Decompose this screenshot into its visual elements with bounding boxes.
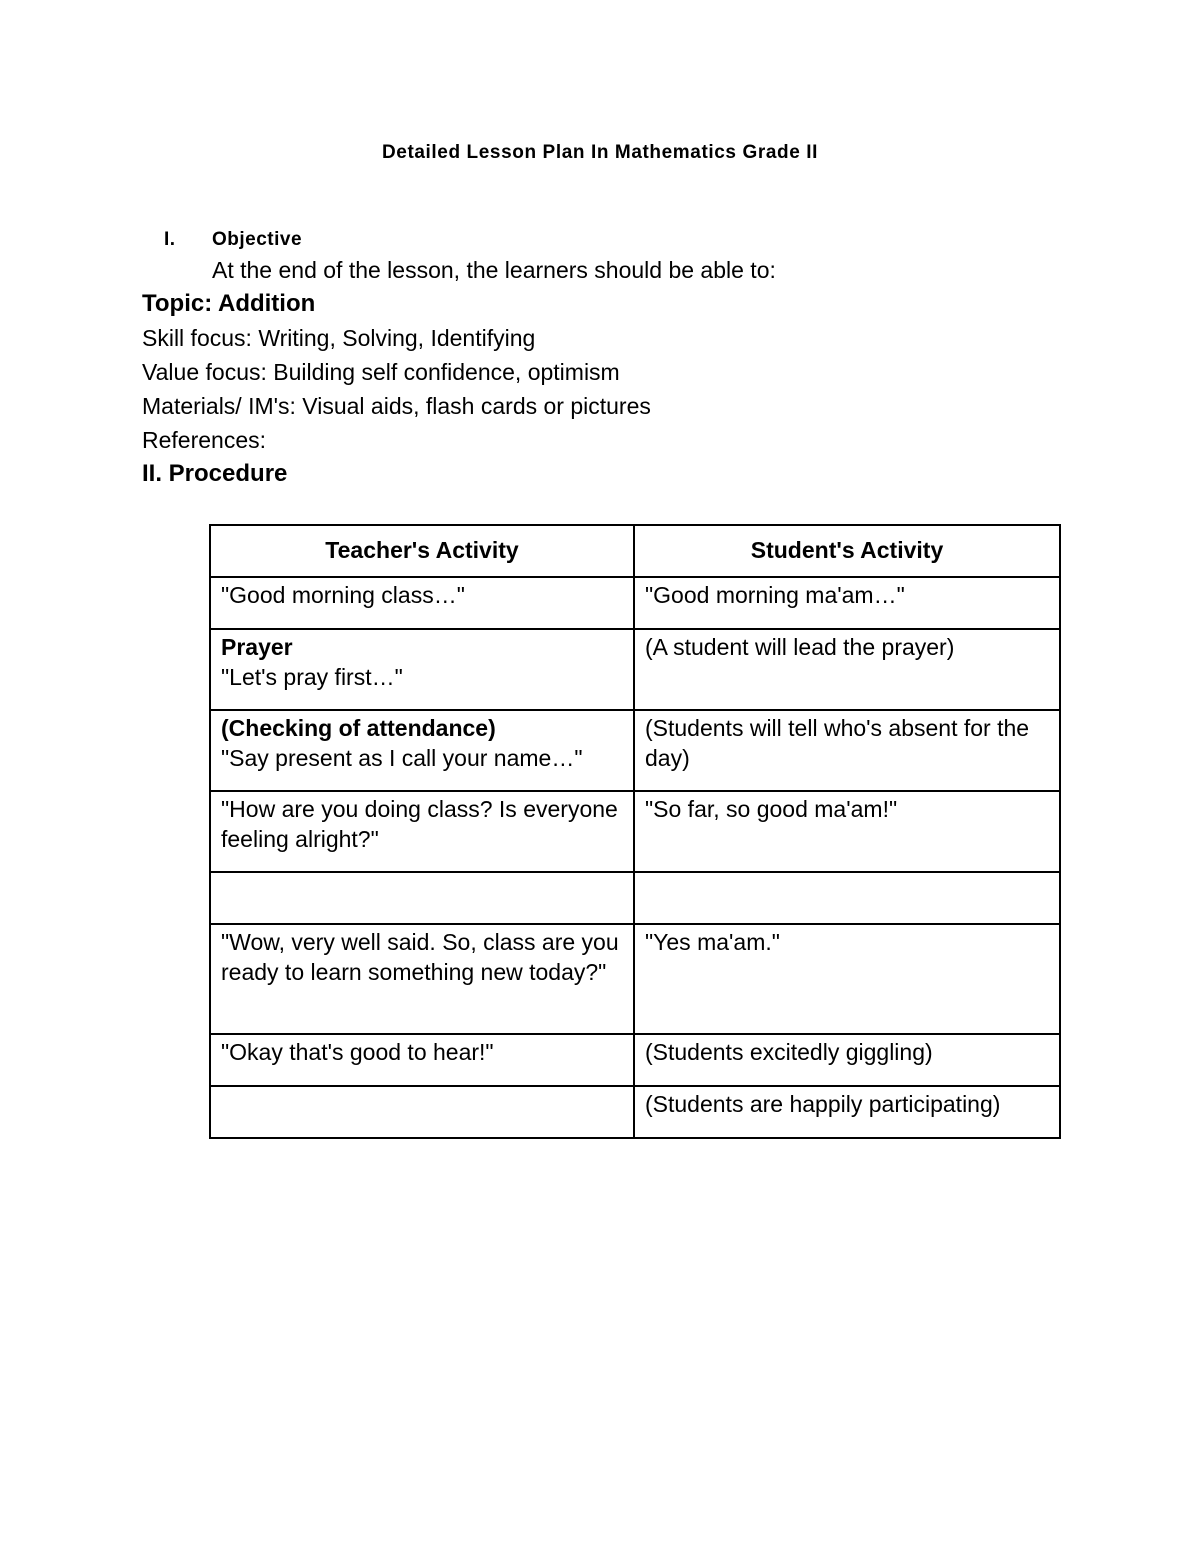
table-header-row: [210, 525, 1060, 577]
student-text: (Students excitedly giggling): [645, 1039, 933, 1065]
procedure-heading: II. Procedure: [142, 460, 288, 487]
student-cell: [634, 1086, 1060, 1138]
student-cell: [634, 872, 1060, 924]
table-row: [210, 577, 1060, 629]
student-cell: [634, 710, 1060, 791]
teacher-text: "Good morning class…": [221, 582, 465, 608]
student-cell: [634, 629, 1060, 710]
objective-heading: [164, 229, 302, 251]
lesson-details: [142, 287, 651, 491]
teacher-cell: [210, 872, 634, 924]
teacher-cell: [210, 577, 634, 629]
student-text: "Good morning ma'am…": [645, 582, 905, 608]
table-row: [210, 872, 1060, 924]
document-title: Detailed Lesson Plan In Mathematics Grade II: [381, 142, 819, 163]
materials-line: Materials/ IM's: Visual aids, flash cards or pictures: [142, 393, 651, 419]
teacher-text: "Okay that's good to hear!": [221, 1039, 494, 1065]
teacher-text: "Wow, very well said. So, class are you ready to learn something new today?": [221, 929, 619, 985]
student-text: "Yes ma'am.": [645, 929, 780, 955]
procedure-table: [209, 524, 1061, 1139]
student-text: "So far, so good ma'am!": [645, 796, 898, 822]
teacher-cell: [210, 1086, 634, 1138]
table-row: [210, 1086, 1060, 1138]
student-text: (A student will lead the prayer): [645, 634, 955, 660]
objective-numeral: I.: [164, 229, 176, 250]
table-row: [210, 1034, 1060, 1086]
teacher-cell: [210, 710, 634, 791]
student-cell: [634, 791, 1060, 872]
teacher-cell-title: (Checking of attendance): [221, 715, 496, 741]
table-row: [210, 629, 1060, 710]
table-row: [210, 924, 1060, 1034]
teacher-cell: [210, 1034, 634, 1086]
teacher-text: "How are you doing class? Is everyone feeling alright?": [221, 796, 618, 852]
student-text: (Students are happily participating): [645, 1091, 1001, 1117]
student-cell: [634, 577, 1060, 629]
topic-line: Topic: Addition: [142, 290, 316, 317]
table-row: [210, 710, 1060, 791]
objective-label: Objective: [212, 229, 303, 250]
references-line: References:: [142, 427, 267, 453]
student-cell: [634, 924, 1060, 1034]
teacher-cell: [210, 924, 634, 1034]
student-activity-header: Student's Activity: [634, 525, 1060, 577]
objective-intro: At the end of the lesson, the learners should be able to:: [212, 257, 776, 283]
teacher-cell: [210, 629, 634, 710]
skill-focus-line: Skill focus: Writing, Solving, Identifying: [142, 325, 536, 351]
student-cell: [634, 1034, 1060, 1086]
teacher-text: "Let's pray first…": [221, 664, 403, 690]
teacher-cell-title: Prayer: [221, 634, 293, 660]
table-row: [210, 791, 1060, 872]
teacher-text: "Say present as I call your name…": [221, 745, 583, 771]
value-focus-line: Value focus: Building self confidence, optimism: [142, 359, 620, 385]
teacher-activity-header: Teacher's Activity: [210, 525, 634, 577]
student-text: (Students will tell who's absent for the day): [645, 715, 1030, 771]
teacher-cell: [210, 791, 634, 872]
